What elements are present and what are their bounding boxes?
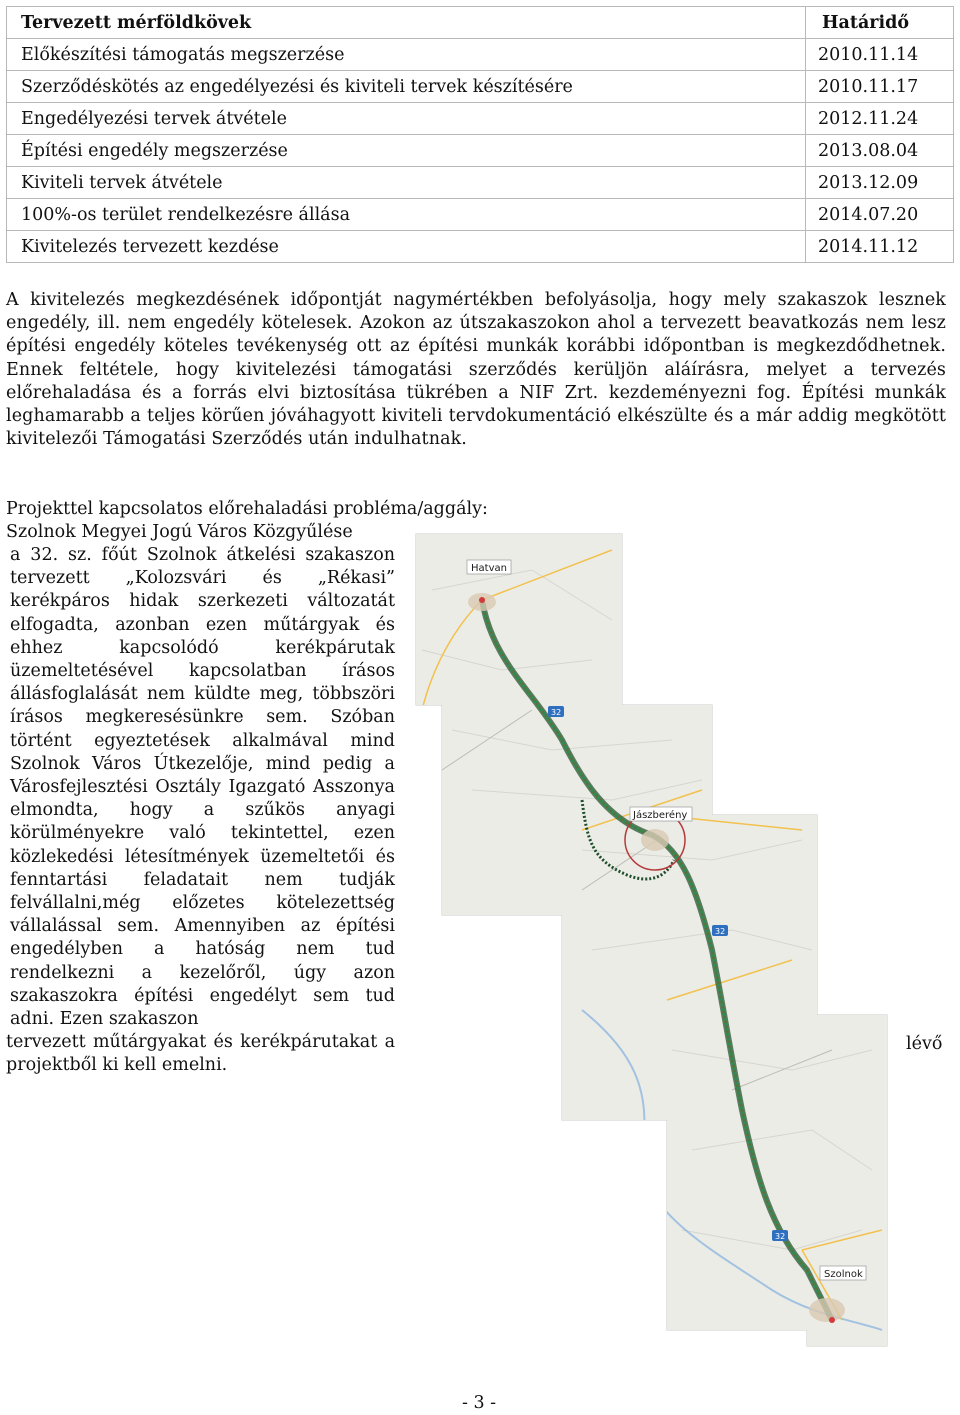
milestone-cell: Előkészítési támogatás megszerzése [7, 39, 806, 71]
milestone-cell: Kiviteli tervek átvétele [7, 167, 806, 199]
schedule-paragraph: A kivitelezés megkezdésének időpontját nagymértékben befolyásolja, hogy mely szakaszok lesznek engedély, ill. nem engedély kötelesek. Azokon az útszakaszokon ahol a tervezett beavatkozás nem lesz építési engedély köteles tevékenység ott az építési munkák korábbi időpontban is megkezdődhetnek. Ennek feltétele, hogy kivitelezési támogatási szerződés kerüljön aláírásra, melyet a tervezés előrehaladása és a forrás elvi biztosítása tükrében a NIF Zrt. kezdeményezni fog. Építési munkák leghamarabb a teljes körűen jóváhagyott kiviteli tervdokumentáció elkészülte és a már addig megkötött kivitelezői Támogatási Szerződés után indulhatnak. [6, 290, 946, 450]
milestone-cell: Engedélyezési tervek átvétele [7, 103, 806, 135]
table-row [7, 103, 954, 135]
date-cell: 2013.12.09 [806, 167, 954, 199]
table-row [7, 39, 954, 71]
date-cell: 2014.11.12 [806, 231, 954, 263]
milestone-cell: Szerződéskötés az engedélyezési és kiviteli tervek készítésére [7, 71, 806, 103]
issue-text: a 32. sz. főút Szolnok átkelési szakaszon tervezett „Kolozsvári és „Rékasi” kerékpáros hidak szerkezeti változatát elfogadta, azonban ezen műtárgyak és ehhez kapcsolódó kerékpárutak üzemeltetésével kapcsolatban írásos állásfoglalását nem küldte meg, többszöri írásos megkeresésünkre sem. Szóban történt egyeztetések alkalmával mind Szolnok Város Útkezelője, mind pedig a Városfejlesztési Osztály Igazgató Asszonya elmondta, hogy a szűkös anyagi körülményekre való tekintettel, ezen közlekedési létesítmények üzemeltetői és fenntartási feladatait nem tudják felvállalni,még előzetes kötelezettség vállalással sem. Amennyiben az építési engedélyben a hatóság nem tud rendelkezni a kezelőről, úgy azon szakaszokra építési engedélyt sem tud adni. Ezen szakaszon [10, 545, 395, 1030]
table-row [7, 199, 954, 231]
date-cell: 2014.07.20 [806, 199, 954, 231]
table-row [7, 167, 954, 199]
milestone-cell: Építési engedély megszerzése [7, 135, 806, 167]
date-cell: 2010.11.14 [806, 39, 954, 71]
map-label-hatvan: Hatvan [471, 563, 507, 574]
milestone-cell: Kivitelezés tervezett kezdése [7, 231, 806, 263]
table-row [7, 231, 954, 263]
milestones-table [6, 6, 954, 263]
issue-side-word: lévő [906, 1034, 943, 1054]
deadline-column-header: Határidő [806, 7, 954, 39]
date-cell: 2010.11.17 [806, 71, 954, 103]
route-map-image [412, 530, 892, 1350]
road-shield-icon [548, 706, 564, 717]
issue-text-continuation: tervezett műtárgyakat és kerékpárutakat a projektből ki kell emelni. [6, 1032, 395, 1076]
route-map [412, 530, 892, 1350]
road-shield-icon [772, 1230, 788, 1241]
issue-text-block [6, 544, 395, 1078]
date-cell: 2013.08.04 [806, 135, 954, 167]
date-cell: 2012.11.24 [806, 103, 954, 135]
milestone-cell: 100%-os terület rendelkezésre állása [7, 199, 806, 231]
table-row [7, 71, 954, 103]
map-label-szolnok: Szolnok [824, 1269, 863, 1280]
milestone-column-header: Tervezett mérföldkövek [7, 7, 806, 39]
svg-text:32: 32 [551, 708, 562, 717]
issue-subheading: Szolnok Megyei Jogú Város Közgyűlése [6, 522, 353, 542]
page-number: - 3 - [462, 1393, 497, 1413]
table-header-row [7, 7, 954, 39]
table-row [7, 135, 954, 167]
road-shield-icon [712, 925, 728, 936]
svg-text:32: 32 [715, 927, 726, 936]
issue-heading: Projekttel kapcsolatos előrehaladási probléma/aggály: [6, 499, 488, 519]
map-label-jaszbereny: Jászberény [633, 810, 688, 821]
svg-text:32: 32 [775, 1232, 786, 1241]
